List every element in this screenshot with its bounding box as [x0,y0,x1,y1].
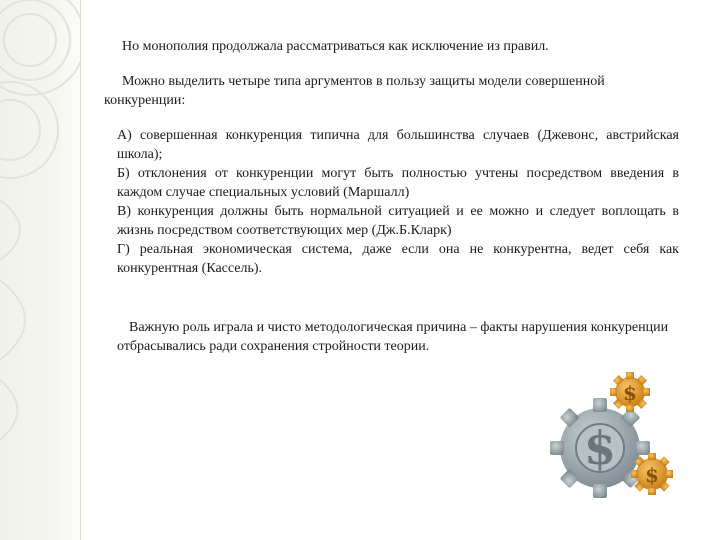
argument-item-b: Б) отклонения от конкуренции могут быть полностью учтены посредством введения в каждом случае специальных условий (Маршалл) [117,166,679,200]
argument-item-d: Г) реальная экономическая система, даже если она не конкурентна, ведет себя как конкурентная (Кассель). [117,242,679,276]
arguments-list [117,126,679,278]
decorative-side-band [0,0,80,540]
argument-item-c: В) конкуренция должны быть нормальной ситуацией и ее можно и следует воплощать в жизнь посредством соответствующих мер (Дж.Б.Кларк) [117,204,679,238]
svg-text:$: $ [645,463,659,487]
small-gear-bottom-icon [631,453,673,495]
paragraph-monopoly-exception: Но монополия продолжала рассматриваться как исключение из правил. [122,39,549,54]
band-divider [80,0,81,540]
large-gear-icon [550,398,650,498]
svg-text:$: $ [583,421,617,475]
svg-text:$: $ [623,381,637,405]
swirl-ornament [0,0,80,540]
argument-item-a: А) совершенная конкуренция типична для большинства случаев (Джевонс, австрийская школа); [117,128,679,162]
small-gear-top-icon [610,372,650,412]
dollar-gears-icon [548,370,678,500]
paragraph-four-arguments-intro: Можно выделить четыре типа аргументов в пользу защиты модели совершенной конкуренции: [104,74,605,108]
paragraph-methodological-reason: Важную роль играла и чисто методологическая причина – факты нарушения конкуренции отбрасывались ради сохранения стройности теории. [117,320,669,354]
